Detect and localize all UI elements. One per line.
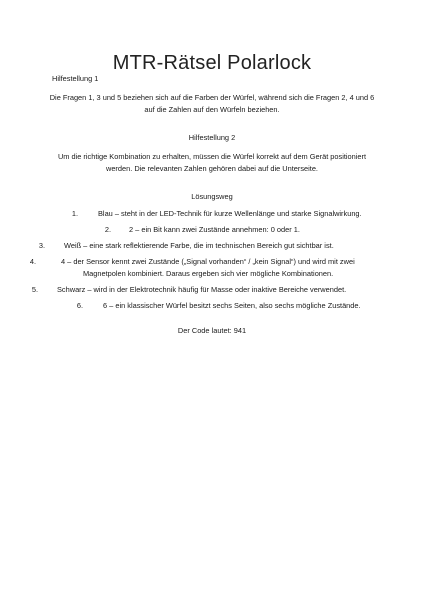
step-text: Blau – steht in der LED-Technik für kurze Wellenlänge und starke Signalwirkung.	[98, 209, 362, 218]
step-text: 2 – ein Bit kann zwei Zustände annehmen: 0 oder 1.	[129, 225, 300, 234]
step-text-continued: Magnetpolen kombiniert. Daraus ergeben sich vier mögliche Kombinationen.	[83, 269, 334, 278]
step-number: 6.	[76, 301, 83, 310]
step-number: 2.	[104, 225, 111, 234]
solution-heading: Lösungsweg	[191, 192, 233, 201]
code-line: Der Code lautet: 941	[177, 326, 247, 335]
page-title: MTR-Rätsel Polarlock	[112, 52, 312, 74]
hint1-text: Die Fragen 1, 3 und 5 beziehen sich auf die Farben der Würfel, während sich die Fragen 2, 4 und 6 auf die Zahlen auf den Würfeln beziehen.	[49, 93, 375, 114]
step-text: Weiß – eine stark reflektierende Farbe, die im technischen Bereich gut sichtbar ist.	[64, 241, 334, 250]
step-number: 1.	[71, 209, 78, 218]
step-text: 6 – ein klassischer Würfel besitzt sechs Seiten, also sechs mögliche Zustände.	[103, 301, 361, 310]
hint2-text: Um die richtige Kombination zu erhalten, müssen die Würfel korrekt auf dem Gerät positioniert werden. Die relevanten Zahlen gehören dabei auf die Unterseite.	[57, 152, 367, 173]
step-number: 3.	[38, 241, 45, 250]
step-text: Schwarz – wird in der Elektrotechnik häufig für Masse oder inaktive Bereiche verwendet.	[57, 285, 347, 294]
hint1-heading: Hilfestellung 1	[52, 74, 99, 83]
step-text: 4 – der Sensor kennt zwei Zustände („Signal vorhanden“ / „kein Signal“) und wird mit zwei	[61, 257, 355, 266]
step-number: 4.	[29, 257, 36, 266]
step-number: 5.	[31, 285, 38, 294]
hint2-heading: Hilfestellung 2	[188, 133, 236, 142]
